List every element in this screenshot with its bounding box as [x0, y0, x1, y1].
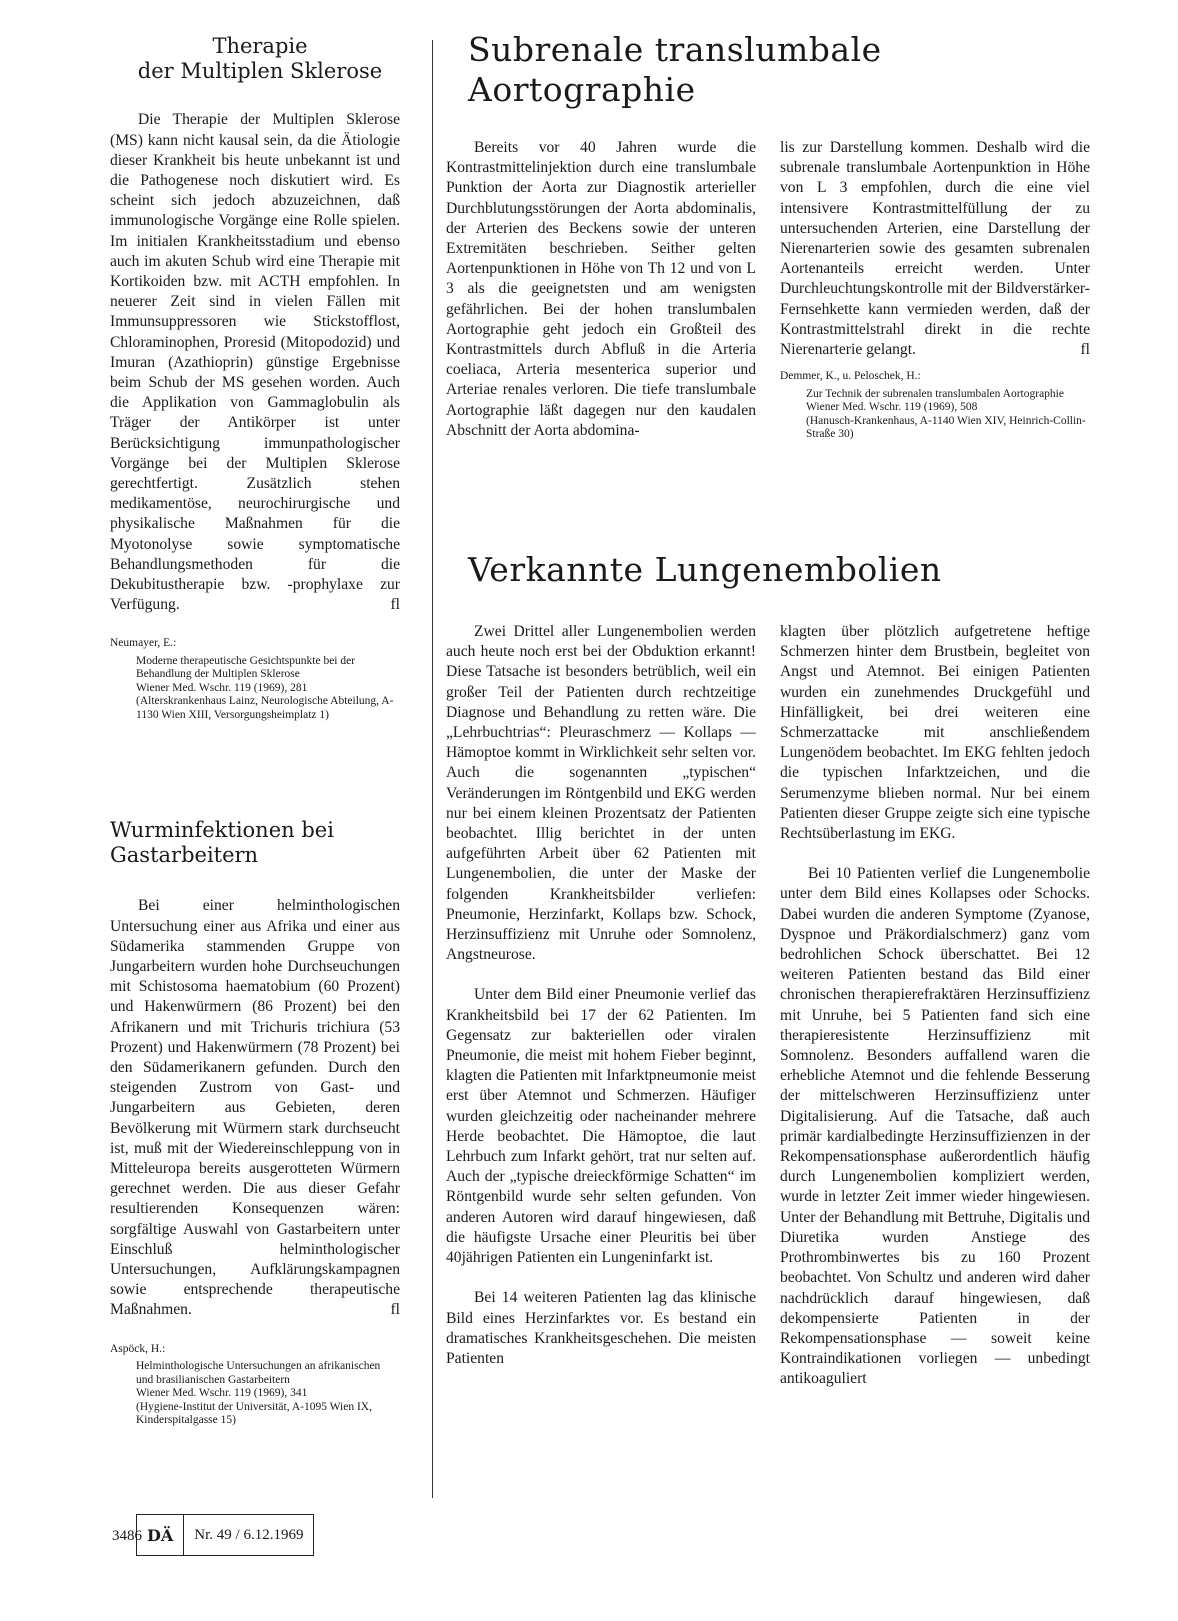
reference-title: Helminthologische Untersuchungen an afrikanischen und brasilianischen Gastarbeitern [136, 1360, 381, 1386]
article-paragraph: Unter dem Bild einer Pneumonie verlief das Krankheitsbild bei 17 der 62 Patienten. Im Gegensatz zur bakteriellen oder viralen Pneumonie, die meist mit hohem Fieber beginnt, klagten die Patienten mit Infarktpneumonie meist erst über Atemnot und Schmerzen. Häufiger wurden gleichzeitig oder nacheinander mehrere Herde beobachtet. Die Hämoptoe, die laut Lehrbuch zum Infarkt gehört, trat nur selten auf. Auch der „typische dreieckförmige Schatten“ im Röntgenbild wurde sehr selten gefunden. Von anderen Autoren wird darauf hingewiesen, daß die häufigste Ursache einer Pleuritis bei über 40jährigen Patienten ein Lungeninfarkt ist. [446, 986, 756, 1267]
column-divider [432, 40, 433, 1498]
title-line: Gastarbeitern [110, 843, 259, 868]
reference-title: Zur Technik der subrenalen translumbalen Aortographie [806, 387, 1064, 400]
article-ms [110, 34, 400, 722]
article-title: Verkannte Lungenembolien [468, 550, 942, 589]
reference [110, 1343, 400, 1428]
author-signature: fl [390, 596, 400, 614]
article-body [780, 138, 1090, 360]
issue-info: Nr. 49 / 6.12.1969 [194, 1526, 304, 1543]
author-signature: fl [1080, 341, 1090, 359]
journal-footer [136, 1514, 314, 1556]
article-worms [110, 818, 400, 1428]
reference-address: (Hygiene-Institut der Universität, A-1095 Wien IX, Kinderspitalgasse 15) [136, 1400, 372, 1427]
reference-address: (Alterskrankenhaus Lainz, Neurologische Abteilung, A-1130 Wien XIII, Versorgungsheimplatz 1) [136, 695, 394, 721]
reference-author: Aspöck, H.: [110, 1342, 166, 1355]
title-line: Therapie [212, 34, 308, 58]
reference-source: Wiener Med. Wschr. 119 (1969), 281 [136, 681, 308, 694]
article-paragraph: Zwei Drittel aller Lungenembolien werden auch heute noch erst bei der Obduktion erkannt! Diese Tatsache ist besonders betrüblich, weil ein großer Teil der Patienten durch rechtzeitige Diagnose und Behandlung zu retten wäre. Die „Lehrbuchtrias“: Pleuraschmerz — Kollaps — Hämoptoe kommt in Wirklichkeit sehr selten vor. Auch die sogenannten „typischen“ Veränderungen im Röntgenbild und EKG werden nur bei einem kleinen Prozentsatz der Patienten beobachtet. Illig berichtet in der unten aufgeführten Arbeit über 62 Patienten mit Lungenembolien, die unter der Maske der folgenden Krankheitsbilder verliefen: Pneumonie, Herzinfarkt, Kollaps bzw. Schock, Herzinsuffizienz mit Unruhe oder Somnolenz, Angstneurose. [446, 623, 756, 964]
title-line: Aortographie [468, 69, 696, 109]
title-line: Wurminfektionen bei [110, 818, 334, 842]
reference-author: Demmer, K., u. Peloschek, H.: [780, 370, 921, 383]
article-aorta-title [468, 30, 1108, 109]
article-body [110, 110, 400, 615]
reference-title: Moderne therapeutische Gesichtspunkte bei der Behandlung der Multiplen Sklerose [136, 654, 356, 681]
article-embolie-col2 [780, 622, 1090, 1390]
article-embolie-col1 [446, 622, 756, 1369]
journal-logo: DÄ [137, 1515, 184, 1555]
body-text: Bei einer helminthologischen Untersuchung einer aus Afrika und einer aus Südamerika stammenden Gruppe von Jungarbeitern wurden hohe Durchseuchungen mit Schistosoma haematobium (60 Prozent) und Hakenwürmern (86 Prozent) bei den Afrikanern und mit Trichuris trichiura (53 Prozent) und Hakenwürmern (78 Prozent) bei den Südamerikanern gefunden. Durch den steigenden Zustrom von Gast- und Jungarbeitern aus Gebieten, deren Bevölkerung mit Würmern stark durchseucht ist, muß mit der Wiedereinschleppung von in Mitteleuropa bereits ausgerotteten Würmern gerechnet werden. Die aus dieser Gefahr resultierenden Konsequenzen wären: sorgfältige Auswahl von Gastarbeitern unter Einschluß helminthologischer Untersuchungen, Aufklärungskampagnen sowie entsprechende therapeutische Maßnahmen. [110, 897, 400, 1319]
article-title [120, 34, 400, 84]
article-body: Bereits vor 40 Jahren wurde die Kontrastmittelinjektion durch eine translumbale Punktion der Aorta zur Diagnostik arterieller Durchblutungsstörungen der Aorta abdominalis, der Arterien des Beckens sowie der unteren Extremitäten beschrieben. Seither gelten Aortenpunktionen in Höhe von Th 12 und von L 3 als die geeignetsten und am wenigsten gefährlichen. Bei der hohen translumbalen Aortographie geht jedoch ein Großteil des Kontrastmittels durch Abfluß in die Arteria coeliaca, Arteria mesenterica superior und Arteriae renales verloren. Die tiefe translumbale Aortographie läßt dagegen nur den kaudalen Abschnitt der Aorta abdomina- [446, 139, 756, 439]
title-line: der Multiplen Sklerose [137, 59, 383, 84]
article-paragraph: Bei 14 weiteren Patienten lag das klinische Bild eines Herzinfarktes vor. Es bestand ein dramatisches Krankheitsgeschehen. Die meisten Patienten [446, 1289, 756, 1367]
article-aorta-col2 [780, 138, 1090, 442]
title-line: Subrenale translumbale [468, 30, 882, 69]
article-body [110, 896, 400, 1320]
reference [780, 370, 1090, 442]
article-paragraph: Bei 10 Patienten verlief die Lungenembolie unter dem Bild eines Kollapses oder Schocks. Dabei wurden die anderen Symptome (Zyanose, Dyspnoe und Präkordialschmerz) ganz vom bedrohlichen Schock überschattet. Bei 12 weiteren Patienten bestand das Bild einer chronischen therapierefraktären Herzinsuffizienz mit Unruhe, bei 5 Patienten fand sich eine therapieresistente Herzinsuffizienz mit Somnolenz. Besonders auffallend waren die erhebliche Atemnot und die fehlende Besserung der mittelschweren Herzinsuffizienz unter Digitalisierung. Auf die Tatsache, daß auch primär kardialbedingte Herzinsuffizienzen in der Rekompensationsphase außerordentlich häufig durch Lungenembolien kompliziert werden, wurde in letzter Zeit immer wieder hingewiesen. Unter der Behandlung mit Bettruhe, Digitalis und Diuretika wurden Anstiege des Prothrombinwertes bis zu 160 Prozent beobachtet. Von Schultz und anderen wird daher nachdrücklich darauf hingewiesen, daß dekompensierte Patienten in der Rekompensationsphase — soweit keine Kontraindikationen vorliegen — unbedingt antikoaguliert [780, 865, 1090, 1388]
reference-author: Neumayer, E.: [110, 637, 177, 650]
reference-source: Wiener Med. Wschr. 119 (1969), 341 [136, 1387, 308, 1400]
body-text: lis zur Darstellung kommen. Deshalb wird die subrenale translumbale Aortenpunktion in Höhe von L 3 empfohlen, durch die eine viel intensivere Kontrastmittelfüllung der zu untersuchenden Arterien, eine Darstellung der Nierenarterien sowie des gesamten subrenalen Aortenanteils erreicht werden. Unter Durchleuchtungskontrolle mit der Bildverstärker-Fernsehkette kann vermieden werden, daß der Kontrastmittelstrahl direkt in die rechte Nierenarterie gelangt. [780, 139, 1090, 359]
body-text: Die Therapie der Multiplen Sklerose (MS) kann nicht kausal sein, da die Ätiologie dieser Krankheit bis heute unbekannt ist und die Pathogenese noch diskutiert wird. Es scheint sich jedoch abzuzeichnen, daß immunologische Vorgänge eine Rolle spielen. Im initialen Krankheitsstadium und ebenso auch im akuten Schub wird eine Therapie mit Kortikoiden bzw. mit ACTH empfohlen. In neuerer Zeit sind in vielen Fällen mit Immunsuppressoren wie Stickstofflost, Chloraminophen, Proresid (Mitopodozid) und Imuran (Azathioprin) günstige Ergebnisse beim Schub der MS gesehen worden. Auch die Applikation von Gammaglobulin als Träger der Antikörper ist unter Berücksichtigung immunpathologischer Vorgänge bei der Multiplen Sklerose gerechtfertigt. Zusätzlich stehen medikamentöse, neurochirurgische und physikalische Maßnahmen für die Myotonolyse sowie symptomatische Behandlungsmethoden für die Dekubitustherapie bzw. -prophylaxe zur Verfügung. [110, 111, 400, 614]
article-aorta-col1 [446, 138, 756, 441]
article-paragraph: klagten über plötzlich aufgetretene heftige Schmerzen hinter dem Brustbein, begleitet von Angst und Atemnot. Bei einigen Patienten wurden ein zunehmendes Druckgefühl und Hinfälligkeit, bei drei weiteren eine Schmerzattacke mit anschließendem Lungenödem beobachtet. Im EKG fehlten jedoch die typischen Infarktzeichen, und die Serumenzyme blieben normal. Nur bei einem Patienten dieser Gruppe zeigte sich eine typische Rechtsüberlastung im EKG. [780, 623, 1090, 843]
article-title [110, 818, 400, 868]
reference [110, 637, 400, 722]
reference-source: Wiener Med. Wschr. 119 (1969), 508 [806, 401, 978, 414]
author-signature: fl [390, 1301, 400, 1319]
article-embolie-title [468, 550, 1108, 590]
page-number: 3486 [112, 1528, 142, 1544]
article-title [468, 30, 1108, 109]
reference-address: (Hanusch-Krankenhaus, A-1140 Wien XIV, Heinrich-Collin-Straße 30) [806, 414, 1086, 441]
